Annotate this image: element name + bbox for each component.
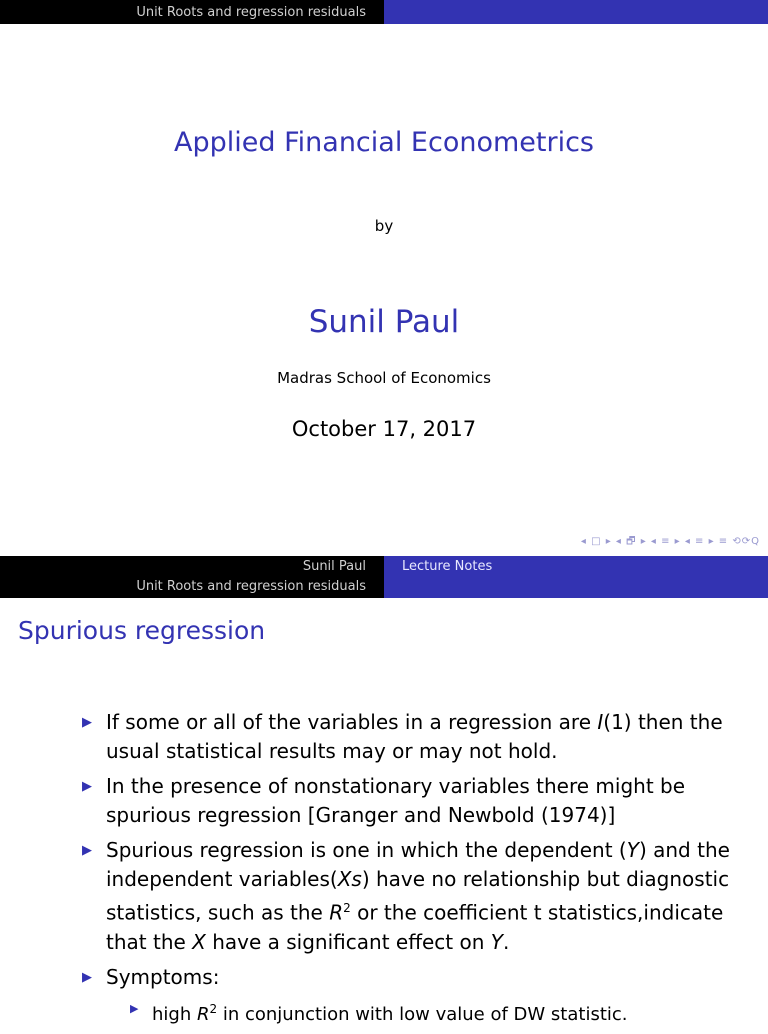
title-slide bbox=[0, 24, 768, 556]
header-bar bbox=[0, 0, 768, 24]
list-item bbox=[82, 708, 732, 766]
triangle-bullet-icon: ▶ bbox=[130, 1001, 139, 1015]
triangle-bullet-icon: ▶ bbox=[82, 969, 92, 985]
beamer-navigation-icons[interactable]: ◂ □ ▸ ◂ 🗗 ▸ ◂ ≡ ▸ ◂ ≡ ▸ ≡ ⟲⟳Q bbox=[580, 536, 760, 547]
item-text: or the coefficient t statistics,indicate that the bbox=[106, 900, 724, 954]
list-item bbox=[82, 963, 732, 1028]
triangle-bullet-icon: ▶ bbox=[82, 779, 92, 794]
item-text: have a significant effect on bbox=[205, 929, 491, 954]
item-text: . bbox=[502, 929, 510, 954]
item-text: in conjunction with low value of DW statistic. bbox=[217, 1003, 628, 1025]
institute-name: Madras School of Economics bbox=[277, 369, 491, 387]
author-name: Sunil Paul bbox=[308, 304, 460, 340]
item-text: high bbox=[152, 1003, 197, 1025]
math-symbol: R bbox=[329, 900, 344, 925]
header-section-text: Unit Roots and regression residuals bbox=[136, 4, 366, 20]
item-text: (1) then the usual statistical results may or may not hold. bbox=[106, 710, 723, 763]
triangle-bullet-icon: ▶ bbox=[82, 715, 92, 730]
triangle-bullet-icon: ▶ bbox=[82, 843, 92, 858]
math-symbol: X bbox=[192, 929, 206, 954]
math-symbol: Y bbox=[626, 838, 639, 862]
item-text: ) have no relationship but diagnostic statistics, such as the bbox=[106, 867, 730, 925]
sub-list-item bbox=[82, 996, 732, 1028]
footer-title: Lecture Notes bbox=[402, 559, 493, 574]
footer-section: Unit Roots and regression residuals bbox=[136, 579, 366, 594]
item-text: Symptoms: bbox=[106, 964, 220, 989]
footer-author: Sunil Paul bbox=[302, 559, 366, 574]
item-text: In the presence of nonstationary variables there might be spurious regression [Granger and Newbold (1974)] bbox=[106, 774, 686, 827]
math-symbol: R bbox=[196, 1003, 210, 1025]
math-symbol: I bbox=[597, 710, 604, 734]
footer-right bbox=[384, 556, 768, 598]
list-item bbox=[82, 772, 732, 830]
frame-title: Spurious regression bbox=[18, 616, 266, 645]
math-symbol: Xs bbox=[337, 867, 362, 891]
header-right-block bbox=[384, 0, 768, 24]
item-text: ) and the independent variables( bbox=[106, 838, 730, 891]
superscript: 2 bbox=[343, 901, 351, 915]
by-label: by bbox=[374, 217, 394, 235]
math-symbol: Y bbox=[490, 929, 503, 954]
item-text: Spurious regression is one in which the dependent ( bbox=[106, 838, 627, 862]
footer-bar bbox=[0, 556, 768, 598]
presentation-date: October 17, 2017 bbox=[291, 417, 477, 441]
header-section bbox=[0, 0, 384, 24]
item-text: If some or all of the variables in a regression are bbox=[106, 710, 598, 734]
presentation-title: Applied Financial Econometrics bbox=[174, 127, 594, 158]
bullet-list bbox=[82, 708, 732, 1034]
superscript: 2 bbox=[209, 1001, 218, 1016]
list-item bbox=[82, 836, 732, 957]
footer-left bbox=[0, 556, 384, 598]
